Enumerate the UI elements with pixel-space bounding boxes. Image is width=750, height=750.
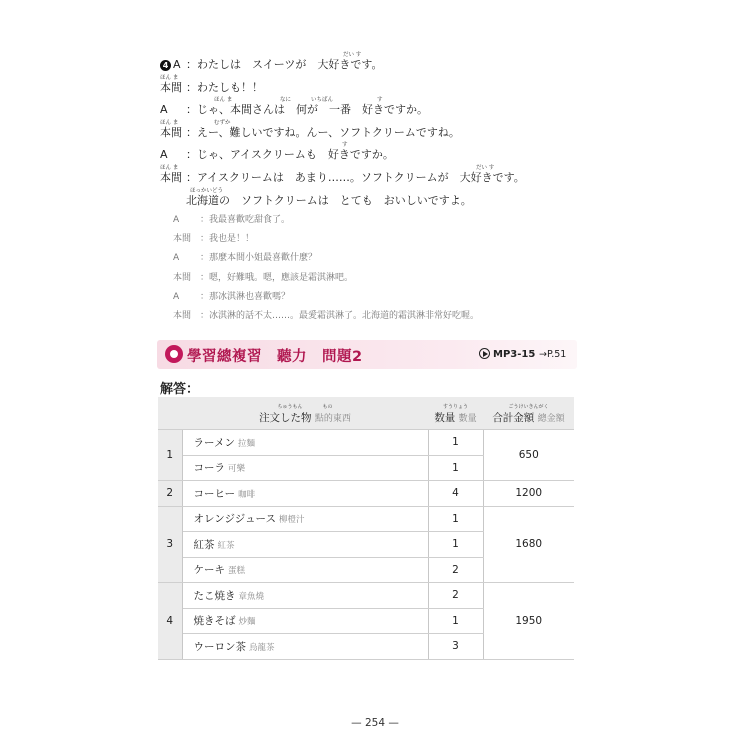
qty-header-jp: 数量 bbox=[434, 412, 456, 424]
dialog-number-badge: 4 bbox=[160, 60, 171, 71]
item-name-zh: 柳橙汁 bbox=[278, 515, 305, 526]
dialog-line bbox=[160, 165, 600, 188]
furigana: ほん ま bbox=[160, 119, 179, 126]
item-cell bbox=[182, 506, 428, 532]
furigana: ほん ま bbox=[160, 164, 179, 171]
dialog-line bbox=[160, 142, 600, 165]
furigana: むずか bbox=[214, 119, 231, 126]
dialog-line bbox=[160, 120, 600, 143]
item-name-zh: 蛋糕 bbox=[228, 566, 246, 577]
speaker-label: A bbox=[160, 148, 168, 162]
furigana: だい す bbox=[343, 52, 362, 58]
item-name-jp: コーラ bbox=[193, 462, 225, 475]
quantity-cell: 2 bbox=[428, 583, 483, 609]
speaker-label: A bbox=[160, 103, 168, 117]
quantity-cell: 4 bbox=[428, 481, 483, 507]
item-name-zh: 紅茶 bbox=[217, 540, 235, 551]
dialog-text: ：アイスクリームは あまり……。ソフトクリームが 大好きです。 bbox=[186, 170, 525, 184]
item-cell bbox=[182, 430, 428, 456]
speaker-label: A bbox=[173, 58, 181, 71]
item-cell bbox=[182, 608, 428, 634]
dialog-row bbox=[160, 81, 263, 95]
total-cell: 1200 bbox=[483, 481, 574, 507]
item-name-zh: 拉麵 bbox=[237, 438, 255, 449]
answer-table bbox=[158, 397, 574, 660]
translation-line bbox=[173, 230, 593, 249]
translation-speaker: 本間 bbox=[173, 311, 192, 322]
translation-line bbox=[173, 249, 593, 268]
item-name-jp: オレンジジュース bbox=[193, 513, 276, 526]
total-header-jp: 合計金額 bbox=[492, 412, 535, 424]
item-header-ruby: ちゅうもん もの bbox=[277, 404, 333, 410]
furigana: だい す bbox=[476, 164, 495, 171]
answer-label: 解答： bbox=[160, 382, 200, 397]
dialog-text: ：じゃ、アイスクリームも 好きですか。 bbox=[186, 148, 394, 162]
total-cell: 1680 bbox=[483, 506, 574, 583]
page-number: — 254 — bbox=[351, 717, 399, 729]
qty-header bbox=[428, 397, 483, 430]
item-cell bbox=[182, 634, 428, 660]
translation-text: ：那麼本間小姐最喜歡什麼？ bbox=[200, 253, 318, 264]
translation-text: ：冰淇淋的話不太……。最愛霜淇淋了。北海道的霜淇淋非常好吃喔。 bbox=[200, 311, 480, 322]
dialog-text: ：えー、難しいですね。んー、ソフトクリームですね。 bbox=[186, 125, 460, 139]
page-reference: →P.51 bbox=[539, 349, 567, 360]
dialog-row bbox=[160, 103, 428, 117]
translation-text: ：那冰淇淋也喜歡嗎？ bbox=[200, 291, 291, 302]
translation-speaker: 本間 bbox=[173, 272, 192, 283]
furigana: す bbox=[342, 142, 348, 149]
quantity-cell: 2 bbox=[428, 557, 483, 583]
item-name-zh: 炒麵 bbox=[238, 617, 256, 628]
translation-section bbox=[173, 211, 593, 326]
total-header-zh: 總金額 bbox=[537, 414, 565, 424]
group-index: 4 bbox=[158, 583, 182, 660]
audio-track-label: MP3-15 bbox=[493, 349, 536, 360]
item-name-zh: 咖啡 bbox=[238, 489, 256, 500]
dialog-section bbox=[160, 52, 600, 210]
dialog-line bbox=[160, 188, 600, 211]
table-row bbox=[158, 481, 574, 507]
furigana: いちばん bbox=[311, 97, 334, 104]
dialog-row bbox=[160, 58, 382, 72]
item-name-jp: コーヒー bbox=[193, 487, 236, 500]
furigana: ほん ま bbox=[214, 97, 233, 104]
translation-speaker: A bbox=[173, 215, 180, 225]
quantity-cell: 3 bbox=[428, 634, 483, 660]
table-row bbox=[158, 430, 574, 456]
item-name-jp: ラーメン bbox=[193, 436, 235, 449]
qty-header-ruby: すうりょう bbox=[442, 404, 468, 410]
dialog-line bbox=[160, 97, 600, 120]
translation-text: ：我也是！！ bbox=[200, 234, 255, 245]
item-header bbox=[182, 397, 428, 430]
translation-line bbox=[173, 288, 593, 307]
dialog-row bbox=[160, 148, 394, 162]
item-cell bbox=[182, 532, 428, 558]
item-name-jp: ケーキ bbox=[193, 564, 225, 577]
dialog-text: 北海道の ソフトクリームは とても おいしいですよ。 bbox=[186, 193, 472, 207]
section-header bbox=[157, 340, 577, 369]
furigana: なに bbox=[280, 97, 292, 104]
speaker-label: 本間 bbox=[160, 125, 182, 139]
translation-text: ：我最喜歡吃甜食了。 bbox=[200, 215, 291, 225]
dialog-line bbox=[160, 75, 600, 98]
dialog-row bbox=[160, 194, 472, 208]
translation-text: ：嗯，好難哦。嗯，應該是霜淇淋吧。 bbox=[200, 272, 354, 283]
item-cell bbox=[182, 557, 428, 583]
qty-header-zh: 數量 bbox=[458, 414, 477, 424]
speaker-label: 本間 bbox=[160, 80, 182, 94]
item-cell bbox=[182, 455, 428, 481]
table-row bbox=[158, 583, 574, 609]
quantity-cell: 1 bbox=[428, 532, 483, 558]
furigana: ほん ま bbox=[160, 74, 179, 81]
dialog-text: ：じゃ、本間さんは 何が 一番 好きですか。 bbox=[186, 103, 428, 117]
translation-line bbox=[173, 269, 593, 288]
furigana: す bbox=[377, 97, 383, 104]
group-index: 1 bbox=[158, 430, 182, 481]
quantity-cell: 1 bbox=[428, 430, 483, 456]
section-title: 學習總複習 聽力 問題2 bbox=[187, 349, 363, 365]
table-row bbox=[158, 506, 574, 532]
group-index: 2 bbox=[158, 481, 182, 507]
dialog-row bbox=[160, 171, 525, 185]
item-header-zh: 點的東西 bbox=[314, 414, 351, 424]
play-icon[interactable] bbox=[479, 348, 490, 359]
item-name-zh: 章魚燒 bbox=[238, 591, 265, 602]
translation-line bbox=[173, 211, 593, 230]
translation-speaker: A bbox=[173, 291, 180, 302]
audio-track[interactable] bbox=[479, 348, 535, 360]
index-header bbox=[158, 397, 182, 430]
item-name-jp: 紅茶 bbox=[193, 538, 215, 551]
speaker-label: 本間 bbox=[160, 170, 182, 184]
furigana: ほっかいどう bbox=[190, 187, 224, 194]
item-header-jp: 注文した物 bbox=[259, 412, 312, 424]
total-cell: 1950 bbox=[483, 583, 574, 660]
item-cell bbox=[182, 481, 428, 507]
total-cell: 650 bbox=[483, 430, 574, 481]
quantity-cell: 1 bbox=[428, 455, 483, 481]
item-name-jp: ウーロン茶 bbox=[193, 640, 246, 653]
translation-speaker: 本間 bbox=[173, 234, 192, 245]
item-cell bbox=[182, 583, 428, 609]
total-header-ruby: ごうけいきんがく bbox=[508, 404, 549, 410]
dialog-row bbox=[160, 126, 460, 140]
item-name-jp: たこ焼き bbox=[193, 589, 236, 602]
quantity-cell: 1 bbox=[428, 506, 483, 532]
total-header bbox=[483, 397, 574, 430]
item-name-zh: 烏龍茶 bbox=[249, 642, 275, 653]
group-index: 3 bbox=[158, 506, 182, 583]
table-header-row bbox=[158, 397, 574, 430]
translation-speaker: A bbox=[173, 253, 180, 264]
quantity-cell: 1 bbox=[428, 608, 483, 634]
item-name-zh: 可樂 bbox=[228, 464, 246, 475]
item-name-jp: 焼きそば bbox=[193, 615, 236, 628]
translation-line bbox=[173, 307, 593, 326]
dialog-text: ：わたしも！！ bbox=[186, 80, 263, 94]
dialog-line bbox=[160, 52, 600, 75]
flower-icon bbox=[165, 345, 183, 363]
dialog-text: ：わたしは スイーツが 大好きです。 bbox=[186, 58, 383, 71]
